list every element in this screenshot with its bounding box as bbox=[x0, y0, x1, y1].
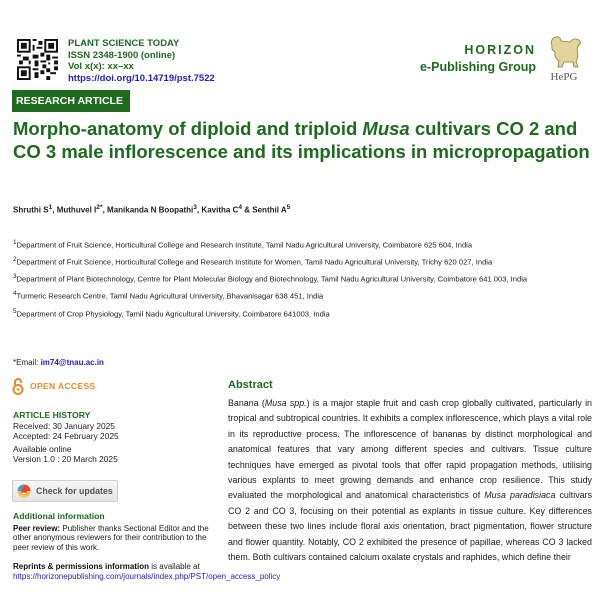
affiliation: $^3$Department of Plant Biotechnology, Centre for Plant Molecular Biology and Biotechnology, Tamil Nadu Agricultural University, Coimbatore 641 003, India bbox=[13, 273, 528, 284]
article-title: Morpho-anatomy of diploid and triploid Musa cultivars CO 2 and CO 3 male inflorescence and its implications in micropropagation bbox=[13, 118, 590, 162]
author: Shruthi S bbox=[13, 205, 49, 215]
doi-link[interactable]: https://doi.org/10.14719/pst.7522 bbox=[68, 72, 215, 84]
received-date: Received: 30 January 2025 bbox=[13, 421, 115, 431]
additional-heading: Additional information bbox=[13, 511, 105, 521]
publisher-name bbox=[420, 41, 536, 76]
open-access-label: OPEN ACCESS bbox=[12, 377, 96, 395]
author: Manikanda N Boopathi bbox=[107, 205, 194, 215]
affiliation: $^4$Turmeric Research Centre, Tamil Nadu Agricultural University, Bhavanisagar 638 451, India bbox=[13, 290, 324, 301]
peer-review-note: Peer review: Publisher thanks Sectional Editor and the other anonymous reviewers for their contribution to the peer review of this work. bbox=[13, 523, 209, 552]
corresponding-email: *Email: im74@tnau.ac.in bbox=[13, 358, 104, 367]
reprints-link[interactable]: https://horizonepublishing.com/journals/index.php/PST/open_access_policy bbox=[13, 571, 281, 581]
abstract-section bbox=[228, 379, 592, 565]
reprints-note: Reprints & permissions information is available at https://horizonepublishing.com/journals/index.php/PST/open_access_policy bbox=[13, 562, 281, 581]
affiliation-list bbox=[13, 238, 593, 324]
author: Senthil A bbox=[252, 205, 287, 215]
open-access-lock-icon bbox=[12, 377, 24, 395]
volume: Vol x(x): xx–xx bbox=[68, 61, 134, 72]
svg-text:HePG: HePG bbox=[550, 71, 578, 83]
accepted-date: Accepted: 24 February 2025 bbox=[13, 431, 119, 441]
hepg-lion-logo-icon bbox=[544, 34, 584, 84]
email-link[interactable]: im74@tnau.ac.in bbox=[40, 358, 104, 367]
article-type-badge: RESEARCH ARTICLE bbox=[12, 90, 130, 112]
author: Kavitha C bbox=[201, 205, 239, 215]
check-for-updates-button[interactable]: Check for updates bbox=[12, 480, 118, 502]
journal-info bbox=[68, 38, 215, 84]
article-history bbox=[13, 410, 119, 464]
history-heading: ARTICLE HISTORY bbox=[13, 410, 91, 420]
affiliation: $^2$Department of Fruit Science, Horticultural College and Research Institute for Women, Tamil Nadu Agricultural University, Trichy 620 027, India bbox=[13, 256, 493, 267]
abstract-body: Banana (Musa spp.) is a major staple fruit and cash crop globally cultivated, particularly in tropical and subtropical countries. It exhibits a complex inflorescence, which plays a vital role in its reproductive process. The inflorescence of bananas by distinct morphological and anatomical features that vary among different species and cultivars. Tissue culture techniques have emerged as pivotal tools that offer rapid propagation methods, utilising various explants to meet growing demands and enhance crop resilience. This study evaluated the morphological and anatomical characteristics of Musa paradisiaca cultivars CO 2 and CO 3, focusing on their potential as explants in tissue culture. Key differences between these two lines include floral axis orientation, bract pigmentation, flower structure and flower quantity. Notably, CO 2 exhibited the presence of papillae, whereas CO 3 lacked them. Both cultivars contained calcium oxalate crystals and raphides, which define their bbox=[228, 398, 593, 563]
publisher-line1: HORIZON bbox=[464, 43, 536, 57]
version-date: Version 1.0 : 20 March 2025 bbox=[13, 454, 118, 464]
qr-code-icon bbox=[17, 39, 58, 80]
author: Muthuvel I bbox=[56, 205, 97, 215]
affiliation: $^5$Department of Crop Physiology, Tamil Nadu Agricultural University, Coimbatore 641003, India bbox=[13, 307, 330, 319]
author-list: Shruthi $S^1$, Muthuvel $I^{2*}$, Manikanda N Boopathi$^3$, Kavitha $C^4$ & Senthil $A^5$ bbox=[13, 204, 291, 215]
journal-name: PLANT SCIENCE TODAY bbox=[68, 38, 180, 49]
abstract-heading: Abstract bbox=[228, 379, 273, 391]
issn: ISSN 2348-1900 (online) bbox=[68, 49, 176, 61]
affiliation: $^1$Department of Fruit Science, Horticultural College and Research Institute, Tamil Nadu Agricultural University, Coimbatore 625 604, India bbox=[13, 239, 473, 250]
additional-information bbox=[13, 511, 281, 582]
crossmark-icon bbox=[17, 484, 31, 498]
publisher-line2: e-Publishing Group bbox=[420, 60, 536, 74]
available-online: Available online bbox=[13, 444, 72, 454]
